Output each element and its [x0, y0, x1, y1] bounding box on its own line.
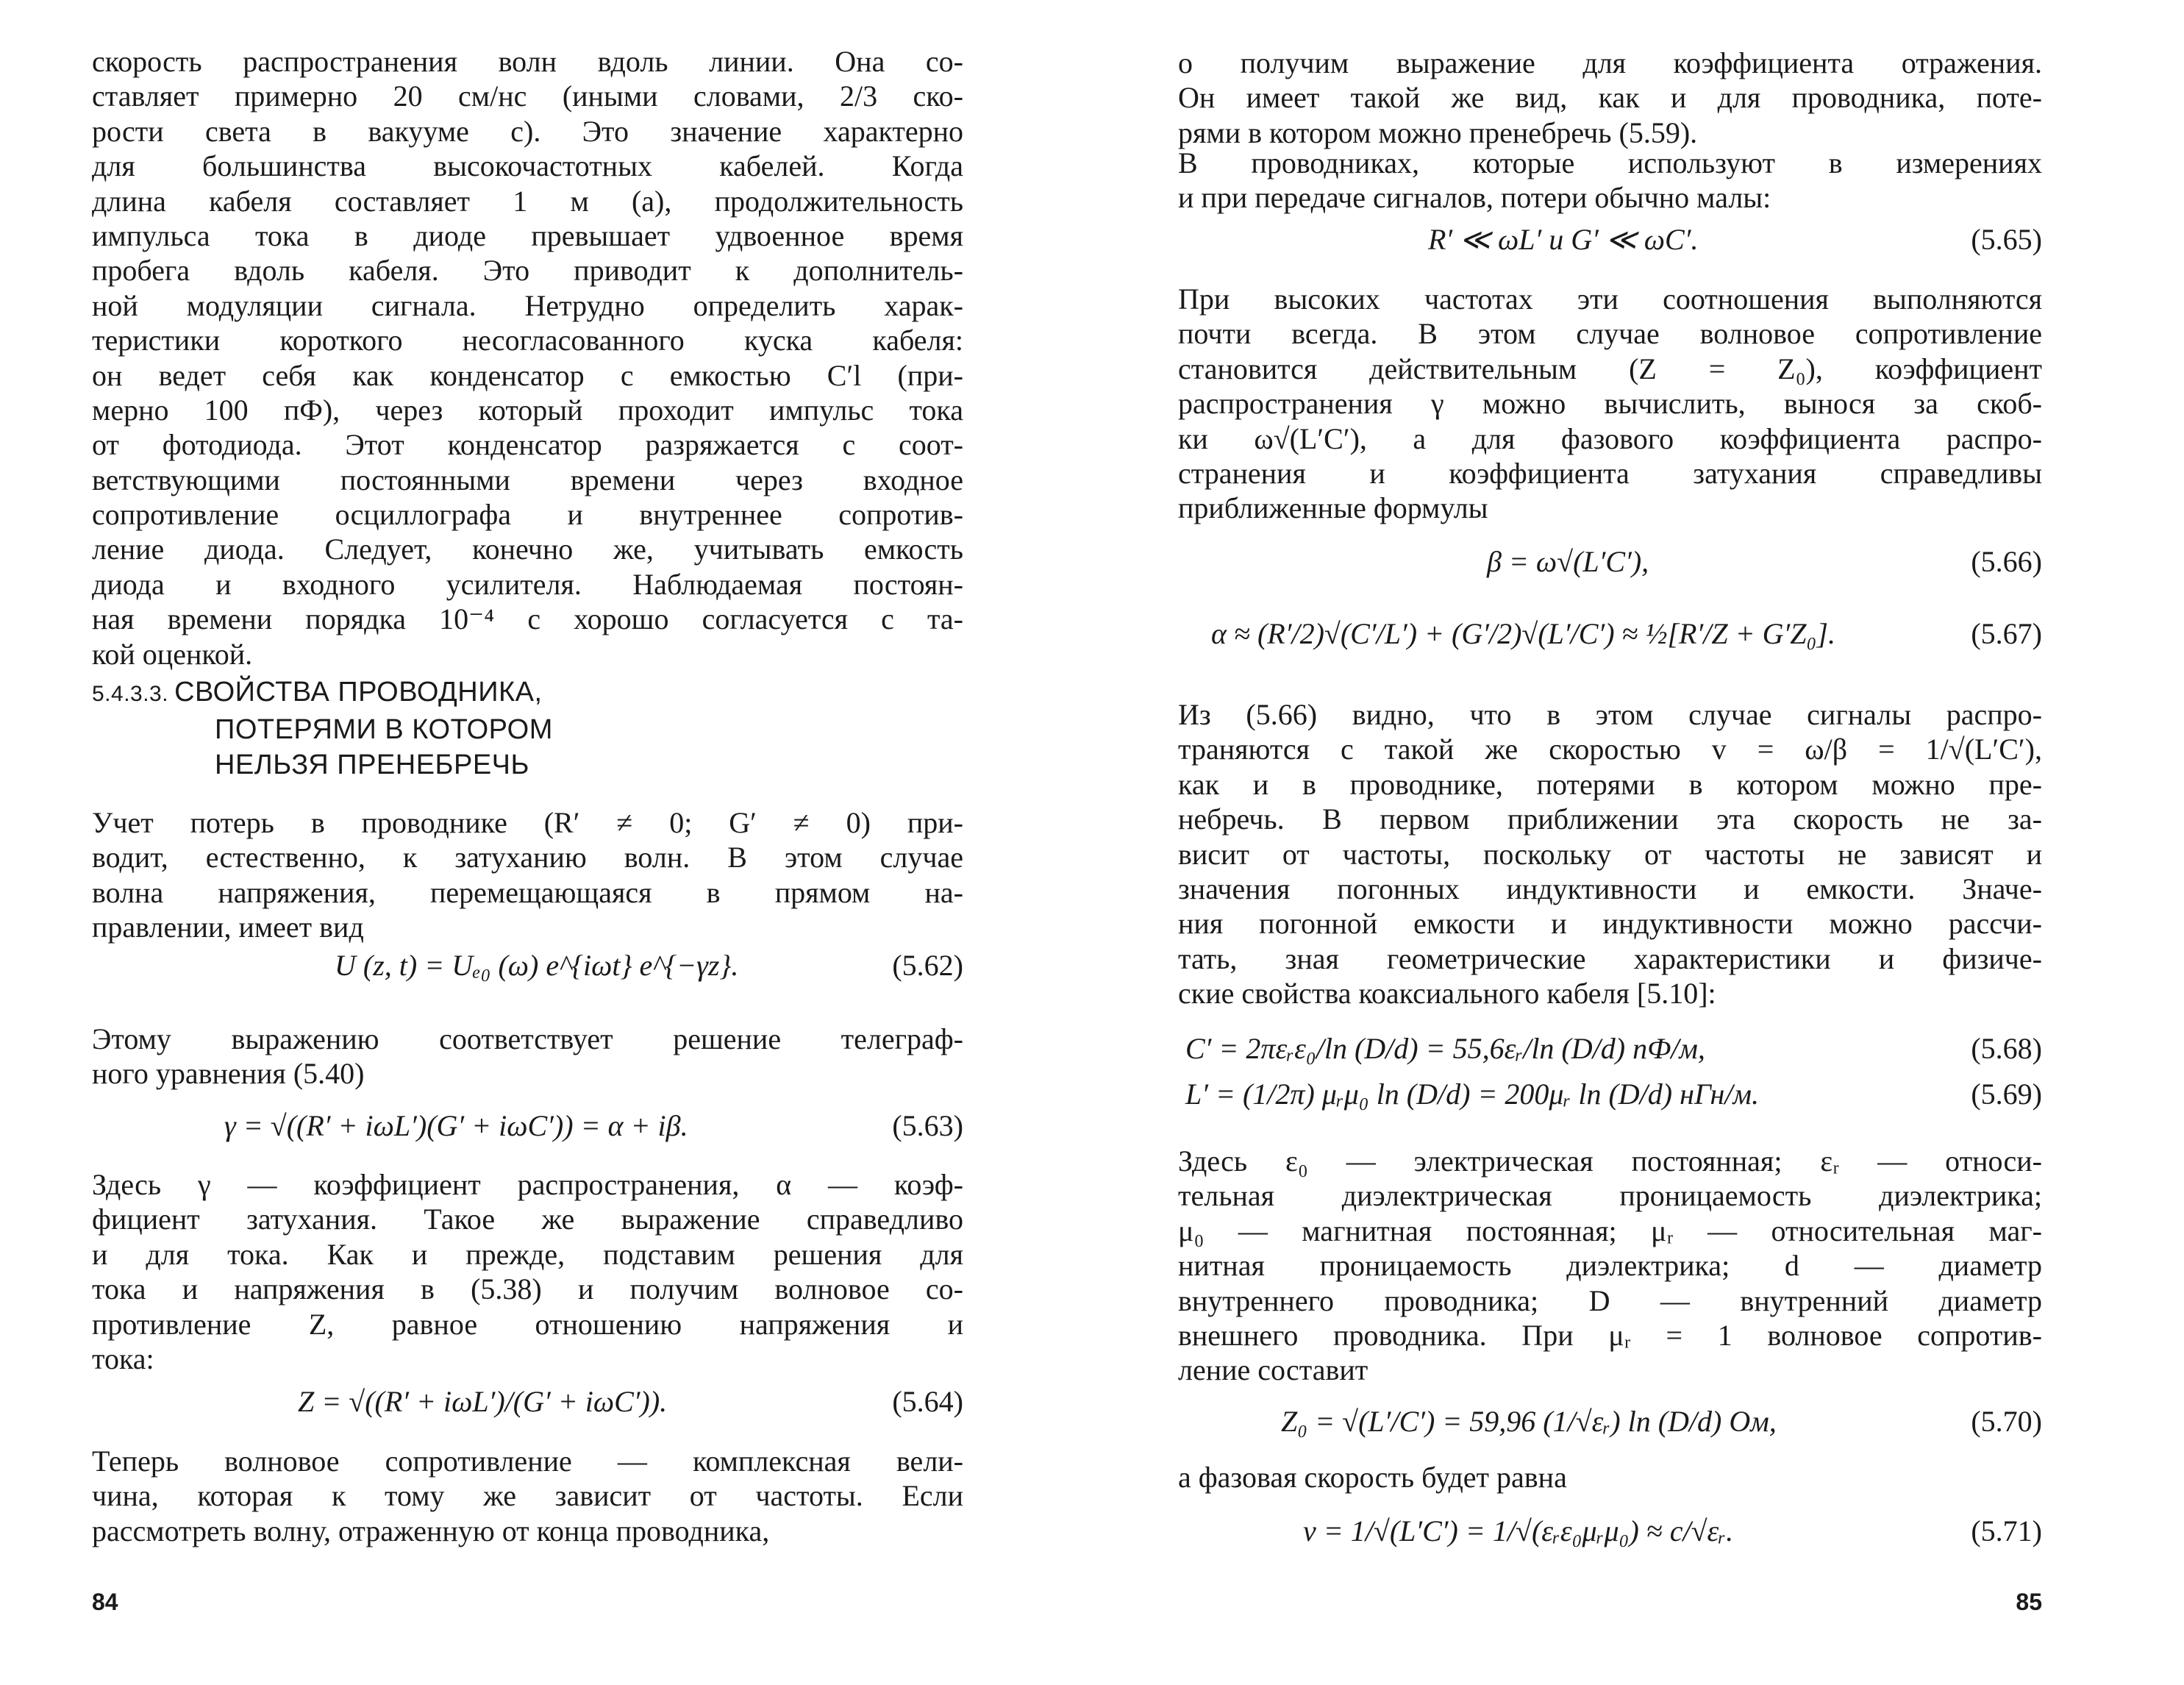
- text-line: траняются с такой же скоростью v = ω/β = 1/√(L′C′),: [1178, 733, 2042, 766]
- text-line: пробега вдоль кабеля. Это приводит к дополнитель-: [92, 254, 963, 288]
- text-line: ление диода. Следует, конечно же, учитывать емкость: [92, 532, 963, 566]
- text-line: скорость распространения волн вдоль линии. Она со-: [92, 45, 963, 78]
- right-paragraph-2: [1178, 146, 2042, 215]
- text-line: рости света в вакууме c). Это значение характерно: [92, 114, 963, 148]
- equation-5-69-formula: L′ = (1/2π) μᵣμ₀ ln (D/d) = 200μᵣ ln (D/d) нГн/м.: [1185, 1077, 1759, 1111]
- text-line: о получим выражение для коэффициента отражения.: [1178, 46, 2042, 79]
- equation-5-71: [1178, 1512, 2042, 1550]
- text-line: Здесь ε₀ — электрическая постоянная; εᵣ — относи-: [1178, 1144, 2042, 1178]
- equation-5-63: [92, 1107, 963, 1145]
- text-line: ветствующими постоянными времени через входное: [92, 463, 963, 496]
- text-line: он ведет себя как конденсатор с емкостью C′l (при-: [92, 358, 963, 392]
- text-line: импульса тока в диоде превышает удвоенное время: [92, 218, 963, 252]
- text-line: нитная проницаемость диэлектрика; d — диаметр: [1178, 1249, 2042, 1283]
- text-line: правлении, имеет вид: [92, 911, 364, 944]
- text-line: Он имеет такой же вид, как и для проводника, поте-: [1178, 81, 2042, 115]
- text-line: чина, которая к тому же зависит от частоты. Если: [92, 1479, 963, 1513]
- text-line: ного уравнения (5.40): [92, 1057, 365, 1091]
- text-line: ские свойства коаксиального кабеля [5.10]:: [1178, 977, 1716, 1011]
- equation-5-64-number: (5.64): [892, 1385, 963, 1418]
- left-paragraph-2: [92, 805, 963, 945]
- text-line: ния погонной емкости и индуктивности можно рассчи-: [1178, 907, 2042, 941]
- section-title-line-1: СВОЙСТВА ПРОВОДНИКА,: [174, 677, 543, 708]
- equation-5-64: [92, 1383, 963, 1421]
- text-line: как и в проводнике, потерями в котором можно пре-: [1178, 767, 2042, 801]
- text-line: тока:: [92, 1342, 154, 1375]
- equation-5-65-number: (5.65): [1971, 223, 2042, 256]
- text-line: волна напряжения, перемещающаяся в прямом на-: [92, 875, 963, 909]
- equation-5-69-number: (5.69): [1971, 1077, 2042, 1111]
- text-line: почти всегда. В этом случае волновое сопротивление: [1178, 317, 2042, 351]
- equation-5-70-formula: Z₀ = √(L′/C′) = 59,96 (1/√εᵣ) ln (D/d) Ом,: [1281, 1405, 1777, 1438]
- equation-5-69: [1178, 1075, 2042, 1114]
- equation-5-67-number: (5.67): [1971, 617, 2042, 650]
- section-title-line-3: НЕЛЬЗЯ ПРЕНЕБРЕЧЬ: [215, 749, 529, 780]
- text-line: приближенные формулы: [1178, 491, 1488, 525]
- left-paragraph-1: [92, 44, 963, 671]
- equation-5-66-number: (5.66): [1971, 545, 2042, 578]
- equation-5-62-number: (5.62): [892, 949, 963, 982]
- right-paragraph-3: [1178, 282, 2042, 526]
- left-paragraph-3: [92, 1022, 963, 1091]
- text-line: а фазовая скорость будет равна: [1178, 1461, 1567, 1494]
- equation-5-63-formula: γ = √((R′ + iωL′)(G′ + iωC′)) = α + iβ.: [224, 1109, 688, 1142]
- equation-5-70-number: (5.70): [1971, 1405, 2042, 1438]
- equation-5-64-formula: Z = √((R′ + iωL′)/(G′ + iωC′)).: [298, 1385, 668, 1418]
- left-paragraph-5: [92, 1444, 963, 1548]
- text-line: странения и коэффициента затухания справедливы: [1178, 456, 2042, 490]
- text-line: тельная диэлектрическая проницаемость диэлектрика;: [1178, 1179, 2042, 1213]
- text-line: становится действительным (Z = Z₀), коэффициент: [1178, 352, 2042, 385]
- text-line: ки ω√(L′C′), а для фазового коэффициента распро-: [1178, 421, 2042, 455]
- equation-5-68: [1178, 1030, 2042, 1068]
- text-line: внутреннего проводника; D — внутренний диаметр: [1178, 1283, 2042, 1317]
- equation-5-67-formula: α ≈ (R′/2)√(C′/L′) + (G′/2)√(L′/C′) ≈ ½[R′/Z + G′Z₀].: [1211, 617, 1835, 650]
- equation-5-63-number: (5.63): [892, 1109, 963, 1142]
- text-line: рями в котором можно пренебречь (5.59).: [1178, 115, 1698, 149]
- equation-5-65-formula: R′ ≪ ωL′ и G′ ≪ ωC′.: [1428, 223, 1699, 256]
- text-line: рассмотреть волну, отраженную от конца проводника,: [92, 1514, 770, 1547]
- equation-5-70: [1178, 1403, 2042, 1441]
- text-line: небречь. В первом приближении эта скорость не за-: [1178, 802, 2042, 836]
- text-line: тать, зная геометрические характеристики и физиче-: [1178, 941, 2042, 975]
- equation-5-62: [92, 947, 963, 985]
- text-line: от фотодиода. Этот конденсатор разряжается с соот-: [92, 428, 963, 462]
- text-line: и для тока. Как и прежде, подставим решения для: [92, 1237, 963, 1271]
- text-line: противление Z, равное отношению напряжения и: [92, 1307, 963, 1341]
- text-line: Этому выражению соответствует решение телеграф-: [92, 1022, 963, 1055]
- left-paragraph-4: [92, 1167, 963, 1376]
- text-line: теристики короткого несогласованного куска кабеля:: [92, 324, 963, 357]
- right-page-number: 85: [2016, 1589, 2042, 1615]
- section-title-line-2: ПОТЕРЯМИ В КОТОРОМ: [215, 714, 553, 745]
- section-number: 5.4.3.3.: [92, 682, 169, 706]
- text-line: длина кабеля составляет 1 м (a), продолжительность: [92, 184, 963, 218]
- text-line: кой оценкой.: [92, 637, 253, 671]
- text-line: висит от частоты, поскольку от частоты не зависят и: [1178, 837, 2042, 871]
- text-line: Из (5.66) видно, что в этом случае сигналы распро-: [1178, 698, 2042, 731]
- right-paragraph-1: [1178, 46, 2042, 150]
- left-page-number: 84: [92, 1589, 118, 1615]
- text-line: значения погонных индуктивности и емкости. Значе-: [1178, 872, 2042, 905]
- right-page: [1092, 0, 2184, 1685]
- equation-5-68-formula: C′ = 2πεᵣε₀/ln (D/d) = 55,6εᵣ/ln (D/d) пФ/м,: [1185, 1032, 1705, 1065]
- text-line: Теперь волновое сопротивление — комплексная вели-: [92, 1444, 963, 1478]
- text-line: В проводниках, которые используют в измерениях: [1178, 146, 2042, 179]
- section-heading: [92, 674, 553, 783]
- equation-5-65: [1178, 221, 2042, 259]
- right-paragraph-6: [1178, 1460, 2042, 1495]
- text-line: внешнего проводника. При μᵣ = 1 волновое сопротив-: [1178, 1318, 2042, 1352]
- equation-5-62-formula: U (z, t) = Uₑ₀ (ω) e^{iωt} e^{−γz}.: [335, 949, 739, 982]
- text-line: тока и напряжения в (5.38) и получим волновое со-: [92, 1272, 963, 1306]
- text-line: μ₀ — магнитная постоянная; μᵣ — относительная маг-: [1178, 1214, 2042, 1247]
- text-line: водит, естественно, к затуханию волн. В этом случае: [92, 841, 963, 874]
- text-line: диода и входного усилителя. Наблюдаемая постоян-: [92, 567, 963, 601]
- text-line: распространения γ можно вычислить, вынося за скоб-: [1178, 387, 2042, 421]
- equation-5-67: [1178, 615, 2042, 653]
- text-line: Учет потерь в проводнике (R′ ≠ 0; G′ ≠ 0) при-: [92, 806, 963, 839]
- text-line: фициент затухания. Такое же выражение справедливо: [92, 1203, 963, 1236]
- text-line: сопротивление осциллографа и внутреннее сопротив-: [92, 498, 963, 532]
- text-line: ная времени порядка 10⁻⁴ с хорошо согласуется с та-: [92, 602, 963, 636]
- equation-5-71-formula: v = 1/√(L′C′) = 1/√(εᵣε₀μᵣμ₀) ≈ c/√εᵣ.: [1303, 1514, 1734, 1547]
- equation-5-66: [1178, 543, 2042, 581]
- text-line: для большинства высокочастотных кабелей. Когда: [92, 149, 963, 183]
- text-line: ставляет примерно 20 см/нс (иными словами, 2/3 ско-: [92, 79, 963, 113]
- text-line: мерно 100 пФ), через который проходит импульс тока: [92, 393, 963, 427]
- right-paragraph-4: [1178, 697, 2042, 1011]
- text-line: и при передаче сигналов, потери обычно малы:: [1178, 181, 1771, 215]
- equation-5-68-number: (5.68): [1971, 1032, 2042, 1065]
- equation-5-71-number: (5.71): [1971, 1514, 2042, 1547]
- text-line: Здесь γ — коэффициент распространения, α — коэф-: [92, 1168, 963, 1201]
- text-line: При высоких частотах эти соотношения выполняются: [1178, 282, 2042, 316]
- text-line: ной модуляции сигнала. Нетрудно определить харак-: [92, 288, 963, 322]
- equation-5-66-formula: β = ω√(L′C′),: [1487, 545, 1649, 578]
- right-paragraph-5: [1178, 1144, 2042, 1388]
- text-line: ление составит: [1178, 1353, 1368, 1387]
